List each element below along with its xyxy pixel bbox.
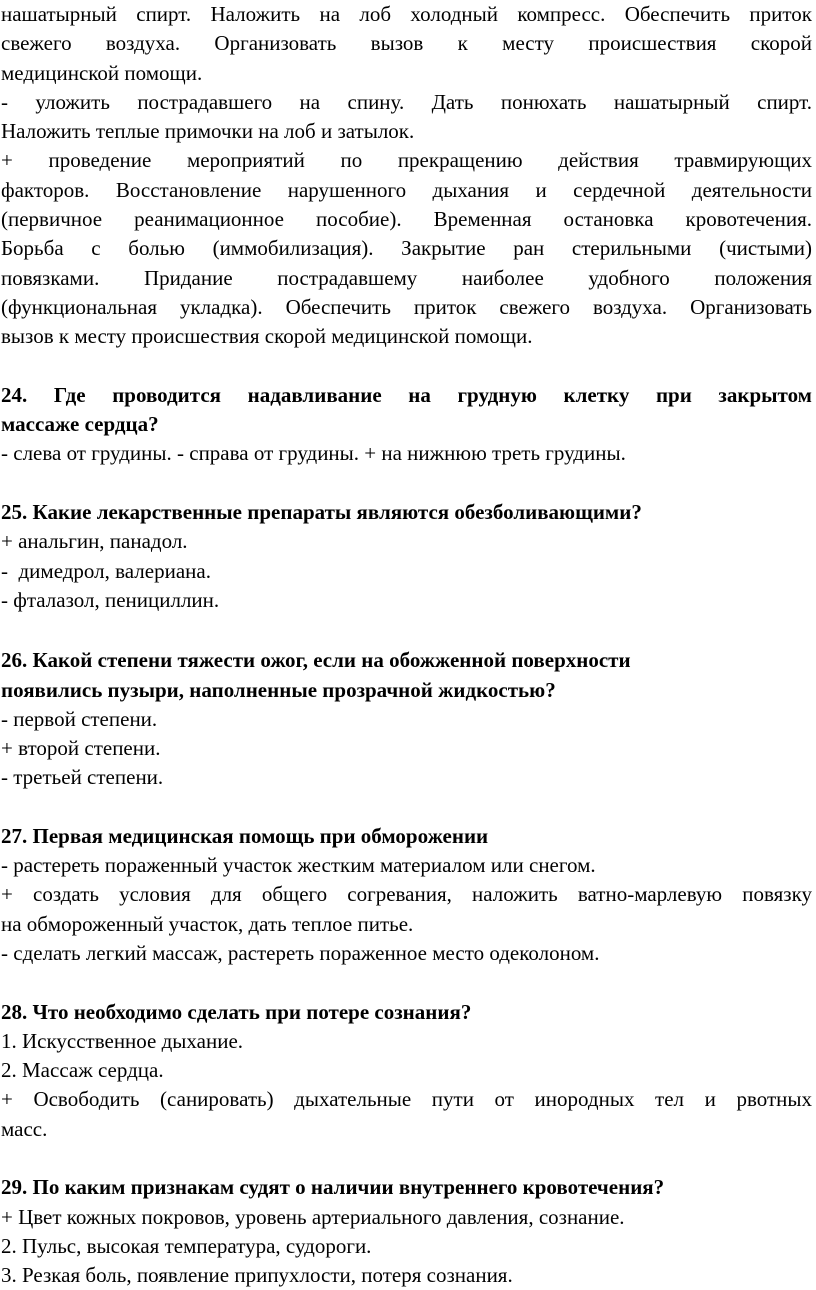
answer-line: + Освободить (санировать) дыхательные пути от инородных тел и рвотных bbox=[1, 1087, 812, 1112]
answer-line: 2. Пульс, высокая температура, судороги. bbox=[1, 1233, 372, 1258]
question-25-answers bbox=[1, 527, 812, 615]
answer-line: + Цвет кожных покровов, уровень артериального давления, сознание. bbox=[1, 1204, 625, 1229]
question-28-title bbox=[1, 998, 812, 1027]
question-title-line: появились пузыри, наполненные прозрачной жидкостью? bbox=[1, 677, 556, 702]
question-26-title bbox=[1, 645, 812, 705]
answer-line: масс. bbox=[1, 1116, 48, 1141]
text-line: Наложить теплые примочки на лоб и затылок. bbox=[1, 119, 415, 144]
answer-line: 2. Массаж сердца. bbox=[1, 1058, 164, 1083]
question-29-title bbox=[1, 1173, 812, 1202]
answer-line: 3. Резкая боль, появление припухлости, потеря сознания. bbox=[1, 1263, 513, 1288]
question-title-line: 26. Какой степени тяжести ожог, если на обожженной поверхности bbox=[1, 647, 631, 672]
answer-line: + создать условия для общего согревания, наложить ватно-марлевую повязку bbox=[1, 882, 812, 907]
text-line: повязками. Придание пострадавшему наиболее удобного положения bbox=[1, 265, 812, 290]
spacer bbox=[1, 968, 812, 997]
text-line: факторов. Восстановление нарушенного дыхания и сердечной деятельности bbox=[1, 177, 812, 202]
text-line: Борьба с болью (иммобилизация). Закрытие ран стерильными (чистыми) bbox=[1, 236, 812, 261]
text-line: нашатырный спирт. Наложить на лоб холодный компресс. Обеспечить приток bbox=[1, 2, 812, 26]
text-line: свежего воздуха. Организовать вызов к месту происшествия скорой bbox=[1, 31, 812, 56]
answer-line: - растереть пораженный участок жестким материалом или снегом. bbox=[1, 853, 596, 878]
question-title-line: массаже сердца? bbox=[1, 412, 159, 437]
question-28-answers bbox=[1, 1027, 812, 1144]
answer-line: - первой степени. bbox=[1, 706, 158, 731]
answer-line: + второй степени. bbox=[1, 735, 161, 760]
intro-paragraph-a bbox=[1, 0, 812, 88]
answer-line: - слева от грудины. - справа от грудины. + на нижнюю треть грудины. bbox=[1, 441, 626, 466]
text-line: медицинской помощи. bbox=[1, 60, 203, 85]
answer-line: - третьей степени. bbox=[1, 765, 164, 790]
question-27-title bbox=[1, 822, 812, 851]
question-title-line: 28. Что необходимо сделать при потере сознания? bbox=[1, 999, 472, 1024]
spacer bbox=[1, 352, 812, 381]
question-title-line: 29. По каким признакам судят о наличии внутреннего кровотечения? bbox=[1, 1175, 665, 1200]
text-line: (функциональная укладка). Обеспечить приток свежего воздуха. Организовать bbox=[1, 294, 812, 319]
text-line: (первичное реанимационное пособие). Временная остановка кровотечения. bbox=[1, 207, 812, 232]
question-title-line: 27. Первая медицинская помощь при обморожении bbox=[1, 823, 489, 848]
answer-line: - димедрол, валериана. bbox=[1, 558, 211, 583]
spacer bbox=[1, 792, 812, 821]
text-line: + проведение мероприятий по прекращению действия травмирующих bbox=[1, 148, 812, 173]
question-25-title bbox=[1, 498, 812, 527]
question-title-line: 24. Где проводится надавливание на грудную клетку при закрытом bbox=[1, 382, 812, 407]
answer-line: - фталазол, пенициллин. bbox=[1, 587, 220, 612]
question-24-title bbox=[1, 381, 812, 440]
intro-paragraph-b bbox=[1, 88, 812, 147]
answer-line: + анальгин, панадол. bbox=[1, 529, 188, 554]
spacer bbox=[1, 1144, 812, 1173]
answer-line: - сделать легкий массаж, растереть пораженное место одеколоном. bbox=[1, 940, 600, 965]
question-26-answers bbox=[1, 705, 812, 793]
answer-line: 1. Искусственное дыхание. bbox=[1, 1028, 244, 1053]
question-24-answers bbox=[1, 439, 812, 468]
answer-line: на обмороженный участок, дать теплое питье. bbox=[1, 911, 414, 936]
spacer bbox=[1, 615, 812, 644]
text-line: - уложить пострадавшего на спину. Дать понюхать нашатырный спирт. bbox=[1, 89, 812, 114]
question-27-answers bbox=[1, 851, 812, 968]
intro-paragraph-c bbox=[1, 146, 812, 351]
spacer bbox=[1, 469, 812, 498]
text-line: вызов к месту происшествия скорой медицинской помощи. bbox=[1, 324, 533, 349]
question-title-line: 25. Какие лекарственные препараты являются обезболивающими? bbox=[1, 500, 642, 525]
question-29-answers bbox=[1, 1203, 812, 1290]
